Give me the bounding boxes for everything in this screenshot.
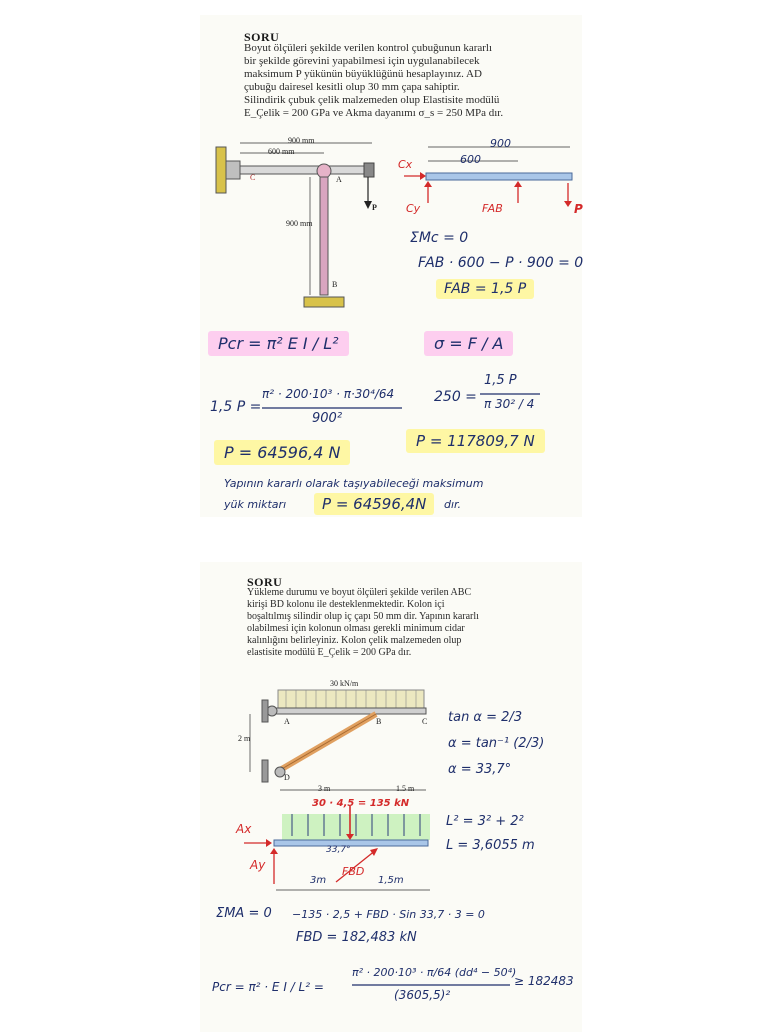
stress-formula: σ = F / A [424,331,513,356]
fbd2-Ax: Ax [236,822,252,836]
angle-eq-2: α = tan⁻¹ (2/3) [448,736,545,751]
pcr-fraction-bar [262,407,402,409]
pcr-formula: Pcr = π² E I / L² [208,331,349,356]
problem-2-statement: Yükleme durumu ve boyut ölçüleri şekilde verilen ABC kirişi BD kolonu ile desteklenmektedir. Kolon içi boşaltılmış silindir olup iç çapı 50 mm dir. Yapının kararlı olabilmesi için kolonun olması gerekli minimum cidar kalınlığını belirleyiniz. Kolon çelik malzemeden olup elastisite modülü E_Çelik = 200 GPa dır. [247,587,479,658]
fbd-result: FBD = 182,483 kN [296,930,417,945]
length-eq-1: L² = 3² + 2² [446,814,524,829]
problem-2-figure [240,680,440,800]
problem-1-title: SORU [244,30,280,44]
pcr2-lhs: Pcr = π² · E I / L² = [212,980,324,994]
fbd2-angle: 33,7° [326,845,351,855]
fbd1-Cx: Cx [398,158,413,171]
stress-fraction-bar [480,393,540,395]
fbd2-resultant: 30 · 4,5 = 135 kN [312,798,410,809]
pcr-sub-numerator: π² · 200·10³ · π·30⁴/64 [262,387,395,401]
pcr-sub-lhs: 1,5 P = [210,399,262,415]
conclusion-line-2c: dır. [444,498,462,511]
pcr2-denominator: (3605,5)² [394,988,451,1002]
problem-1-statement: Boyut ölçüleri şekilde verilen kontrol çubuğunun kararlı bir şekilde görevini yapabilmesi için uygulanabilecek maksimum P yükünün büyüklüğünü hesaplayınız. AD çubuğu dairesel kesitli olup 30 mm çapa sahiptir. Silindirik çubuk çelik malzemeden olup Elastisite modülü E_Çelik = 200 GPa ve Akma dayanımı σ_s = 250 MPa dır. [244,42,504,119]
pcr-sub-denominator: 900² [312,411,343,426]
stress-sub-denominator: π 30² / 4 [484,397,535,411]
fig2-load: 30 kN/m [330,679,359,688]
fig2-label-D: D [284,773,290,782]
fig1-dim-600: 600 mm [268,147,295,156]
fig2-dim-15m: 1.5 m [396,784,415,793]
fig2-dim-2m: 2 m [238,734,251,743]
fig1-label-P: P [372,203,377,212]
conclusion-line-1: Yapının kararlı olarak taşıyabileceği maksimum [224,477,484,490]
fbd1-dim-900: 900 [490,137,511,150]
fig1-dim-900: 900 mm [288,136,315,145]
length-eq-2: L = 3,6055 m [446,838,535,853]
moment-equation-label: ΣMc = 0 [410,230,469,246]
angle-eq-3: α = 33,7° [448,762,512,777]
problem-2-page [200,562,582,1032]
result-yield: P = 117809,7 N [406,429,545,453]
fbd2-FBD: FBD [342,865,365,878]
moment2-label: ΣMA = 0 [216,906,272,921]
stress-sub-numerator: 1,5 P [484,373,517,388]
problem-1-page [200,15,582,517]
fbd1-FAB: FAB [482,202,503,215]
angle-eq-1: tan α = 2/3 [448,710,523,725]
stress-sub-lhs: 250 = [434,389,477,405]
fab-result: FAB = 1,5 P [436,279,534,299]
fig2-dim-3m: 3 m [318,784,331,793]
pcr2-fraction-bar [352,984,510,986]
moment-equation: FAB · 600 − P · 900 = 0 [418,255,584,271]
problem-2-title: SORU [247,575,283,589]
fig1-dim-vertical: 900 mm [286,219,313,228]
fig2-label-B: B [376,717,382,726]
fig1-label-A: A [336,175,342,184]
fig1-label-B: B [332,280,338,289]
pcr2-numerator: π² · 200·10³ · π/64 (dd⁴ − 50⁴) [352,966,517,979]
fig2-label-A: A [284,717,290,726]
moment2-equation: −135 · 2,5 + FBD · Sin 33,7 · 3 = 0 [292,908,485,921]
fig1-label-C: C [250,173,256,182]
fbd1-dim-600: 600 [460,153,481,166]
conclusion-line-2a: yük miktarı [224,498,287,511]
fbd2-dim-3m: 3m [310,875,327,886]
result-buckling: P = 64596,4 N [214,440,350,465]
fbd2-Ay: Ay [250,858,266,872]
conclusion-result: P = 64596,4N [314,493,434,515]
fig2-label-C: C [422,717,428,726]
fbd1-Cy: Cy [406,202,421,215]
fbd2-dim-15m: 1,5m [378,875,404,886]
fbd1-P: P [574,202,583,216]
pcr2-rhs: ≥ 182483 [514,974,574,988]
